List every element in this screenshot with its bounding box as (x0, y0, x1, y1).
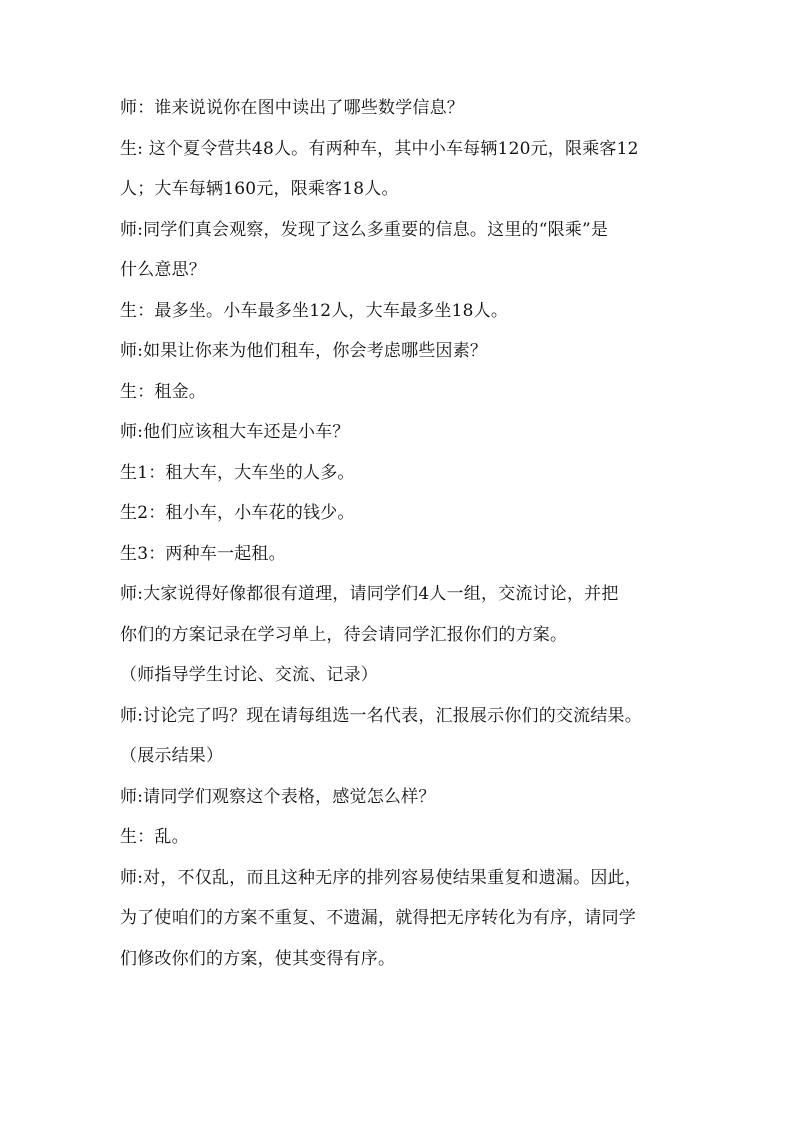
dialogue-line: 师:他们应该租大车还是小车？ (120, 422, 350, 442)
dialogue-line: 生3：两种车一起租。 (120, 544, 286, 564)
dialogue-line: 生: 这个夏令营共48人。有两种车，其中小车每辆120元，限乘客12 (120, 139, 639, 159)
dialogue-line: 师:大家说得好像都很有道理，请同学们4人一组，交流讨论，并把 (120, 584, 619, 604)
dialogue-line: 师:请同学们观察这个表格，感觉怎么样？ (120, 787, 436, 807)
dialogue-line: 师：谁来说说你在图中读出了哪些数学信息？ (120, 98, 464, 118)
dialogue-line: 师:对，不仅乱，而且这种无序的排列容易使结果重复和遗漏。因此， (120, 868, 642, 888)
dialogue-line: 什么意思？ (120, 260, 206, 280)
document-body (120, 98, 680, 969)
dialogue-line: 生2：租小车，小车花的钱少。 (120, 503, 355, 523)
stage-direction: （展示结果） (120, 746, 224, 766)
dialogue-line: 生：最多坐。小车最多坐12人，大车最多坐18人。 (120, 301, 509, 321)
dialogue-line: 生：乱。 (120, 827, 189, 847)
dialogue-line: 为了使咱们的方案不重复、不遗漏，就得把无序转化为有序，请同学 (120, 908, 636, 928)
dialogue-line: 生1：租大车，大车坐的人多。 (120, 463, 355, 483)
dialogue-line: 生：租金。 (120, 382, 206, 402)
dialogue-line: 师:讨论完了吗？现在请每组选一名代表，汇报展示你们的交流结果。 (120, 706, 642, 726)
dialogue-line: 人；大车每辆160元，限乘客18人。 (120, 179, 399, 199)
dialogue-line: 们修改你们的方案，使其变得有序。 (120, 949, 396, 969)
dialogue-line: 师:如果让你来为他们租车，你会考虑哪些因素？ (120, 341, 488, 361)
dialogue-line: 师:同学们真会观察，发现了这么多重要的信息。这里的“限乘”是 (120, 220, 609, 240)
dialogue-line: 你们的方案记录在学习单上，待会请同学汇报你们的方案。 (120, 625, 568, 645)
stage-direction: （师指导学生讨论、交流、记录） (120, 665, 378, 685)
